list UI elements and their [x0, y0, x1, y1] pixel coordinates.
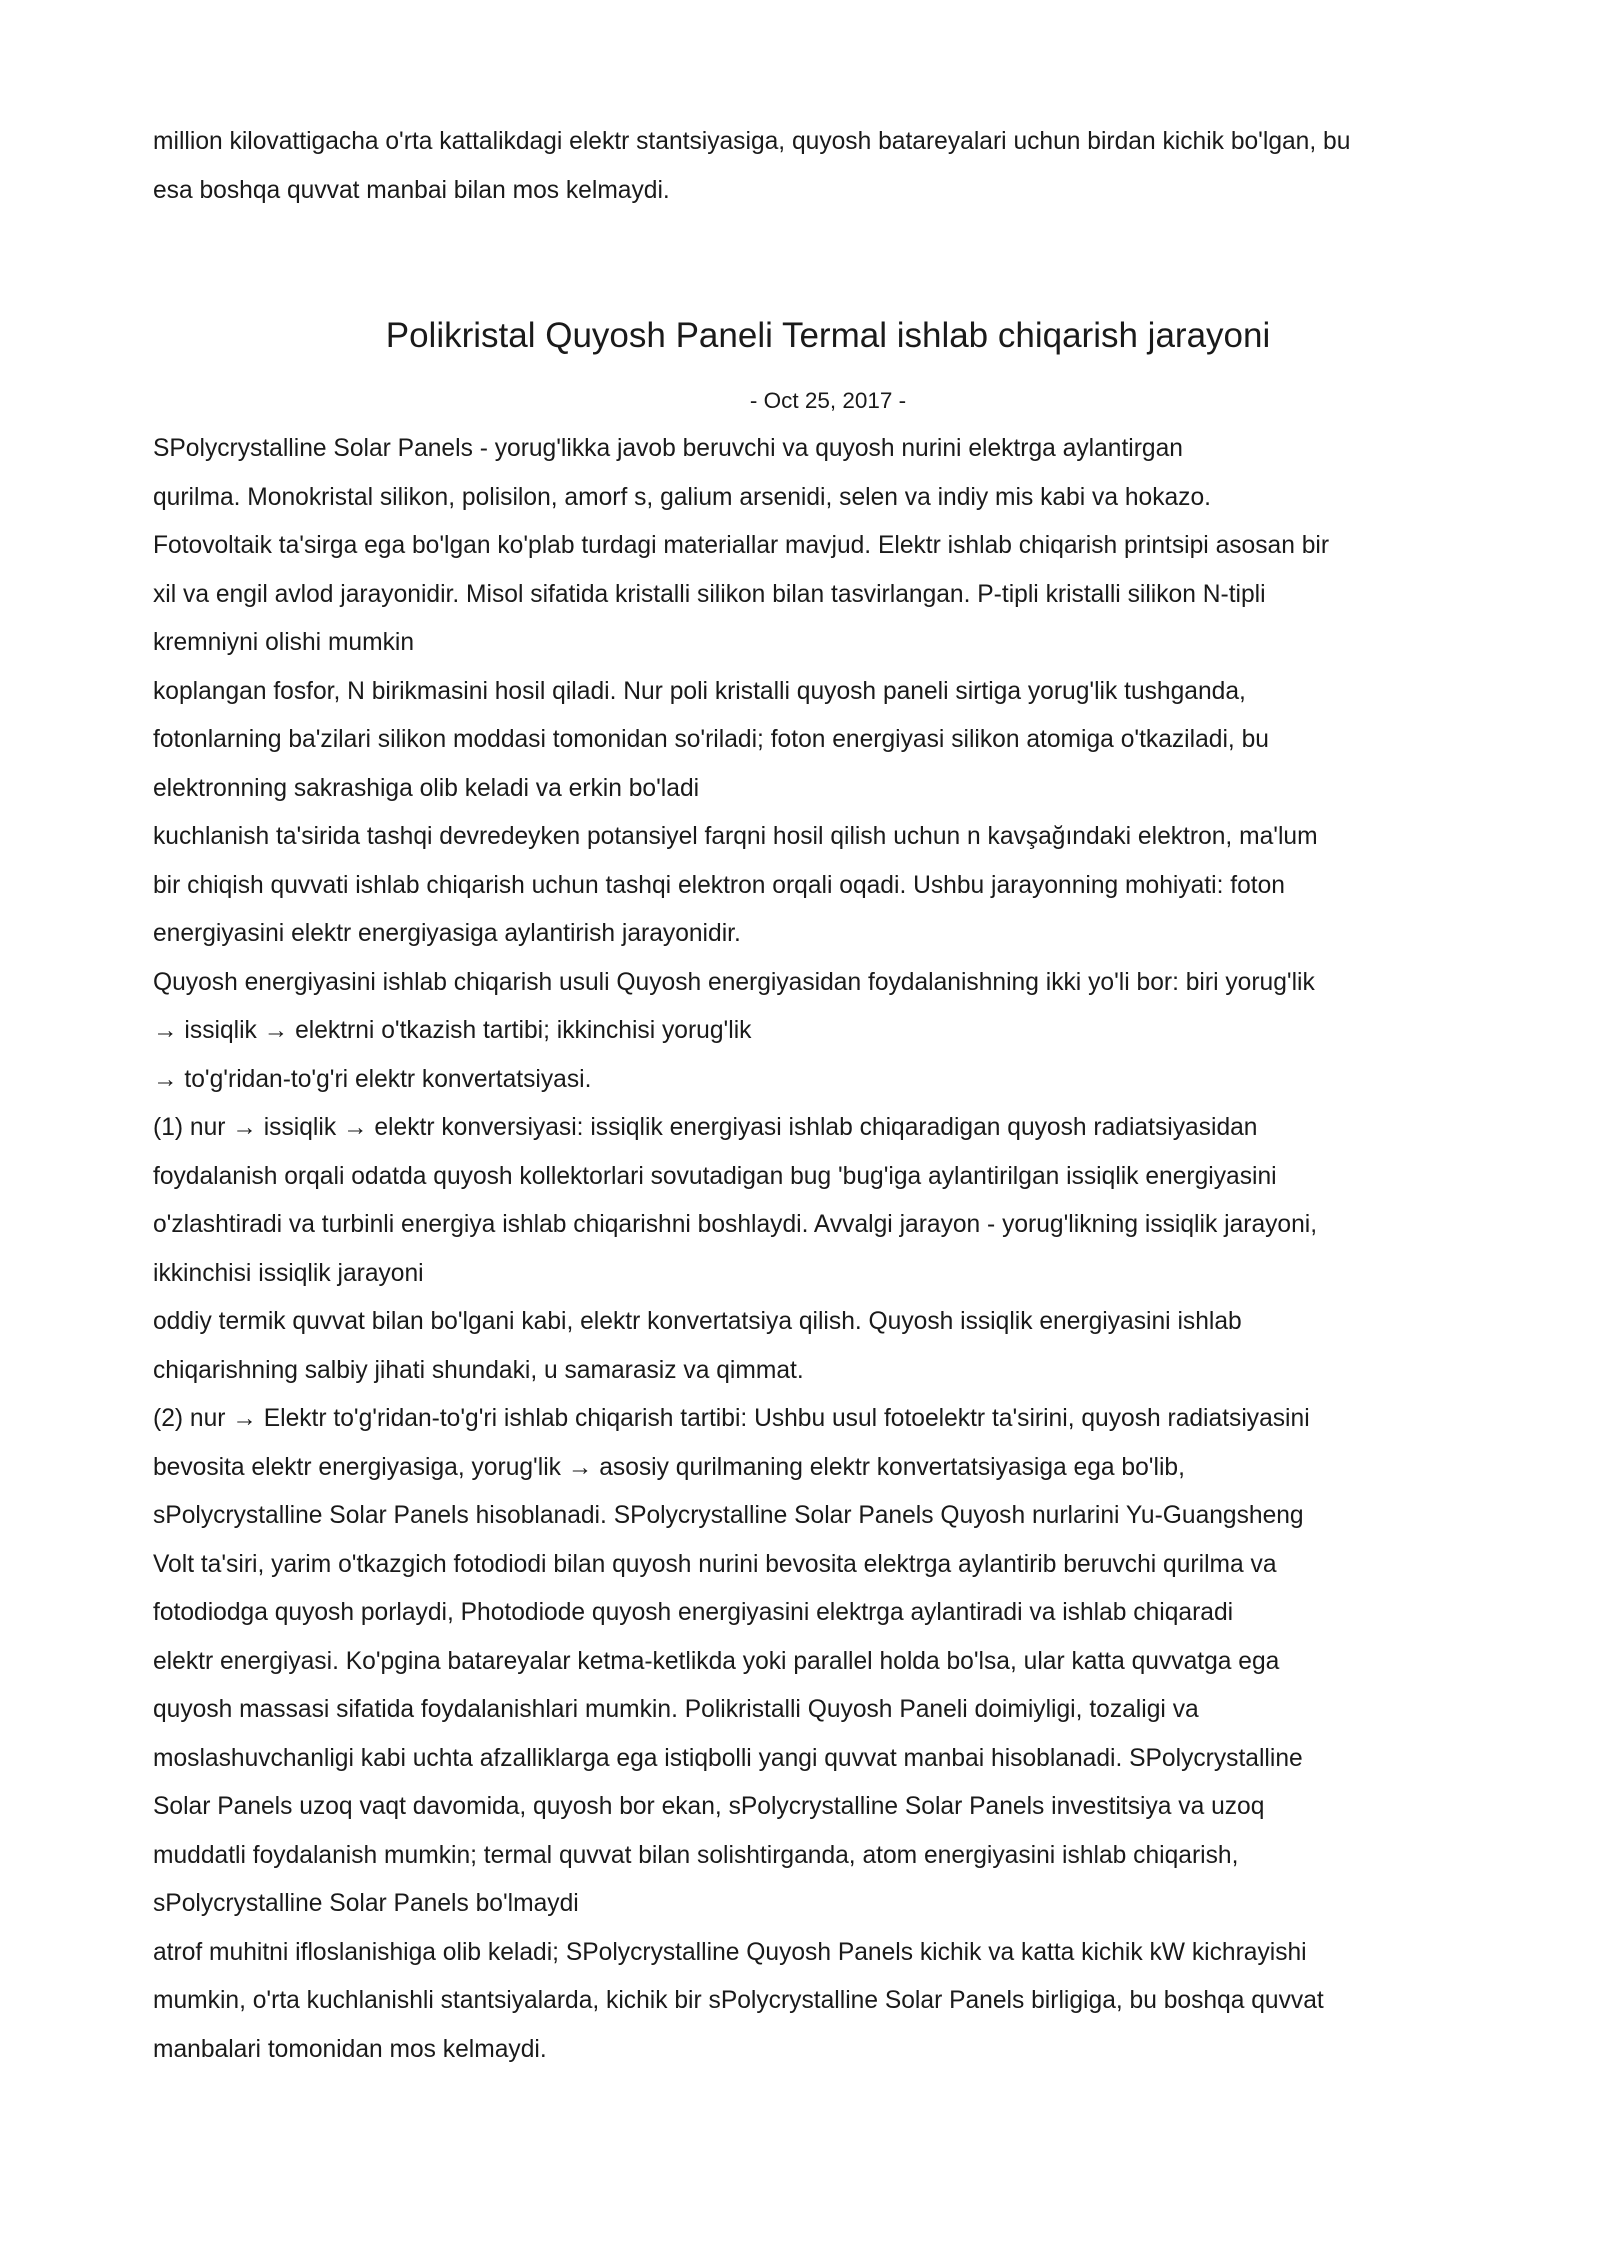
text-line: atrof muhitni ifloslanishiga olib keladi; SPolycrystalline Quyosh Panels kichik va katta kichik kW kichrayishi — [153, 1938, 1307, 1966]
article-title: Polikristal Quyosh Paneli Termal ishlab chiqarish jarayoni — [385, 316, 1271, 355]
text-line: chiqarishning salbiy jihati shundaki, u samarasiz va qimmat. — [153, 1356, 804, 1384]
text-line: Fotovoltaik ta'sirga ega bo'lgan ko'plab turdagi materiallar mavjud. Elektr ishlab chiqarish printsipi asosan bir — [153, 532, 1330, 559]
text-line: fotodiodga quyosh porlaydi, Photodiode quyosh energiyasini elektrga aylantiradi va ishlab chiqaradi — [153, 1599, 1234, 1626]
text-line: moslashuvchanligi kabi uchta afzalliklarga ega istiqbolli yangi quvvat manbai hisoblanadi. SPolycrystalline — [153, 1744, 1303, 1772]
text-line: sPolycrystalline Solar Panels bo'lmaydi — [153, 1890, 579, 1917]
text-line: → to'g'ridan-to'g'ri elektr konvertatsiyasi. — [153, 1065, 592, 1093]
text-line: muddatli foydalanish mumkin; termal quvvat bilan solishtirganda, atom energiyasini ishlab chiqarish, — [153, 1841, 1239, 1869]
text-line: energiyasini elektr energiyasiga aylantirish jarayonidir. — [153, 920, 741, 947]
text-line: qurilma. Monokristal silikon, polisilon, amorf s, galium arsenidi, selen va indiy mis kabi va hokazo. — [153, 483, 1211, 511]
text-line: elektr energiyasi. Ko'pgina batareyalar ketma-ketlikda yoki parallel holda bo'lsa, ular katta quvvatga ega — [153, 1647, 1280, 1675]
text-line: sPolycrystalline Solar Panels hisoblanadi. SPolycrystalline Solar Panels Quyosh nurlarini Yu-Guangsheng — [153, 1502, 1304, 1529]
text-line: SPolycrystalline Solar Panels - yorug'likka javob beruvchi va quyosh nurini elektrga aylantirgan — [153, 435, 1183, 462]
text-line: esa boshqa quvvat manbai bilan mos kelmaydi. — [153, 176, 670, 204]
article-body — [153, 425, 1503, 2074]
text-line: Volt ta'siri, yarim o'tkazgich fotodiodi bilan quyosh nurini bevosita elektrga aylantirib beruvchi qurilma va — [153, 1550, 1277, 1578]
text-line: ikkinchisi issiqlik jarayoni — [153, 1259, 424, 1287]
article-date: - Oct 25, 2017 - — [749, 388, 907, 413]
text-line: million kilovattigacha o'rta kattalikdagi elektr stantsiyasiga, quyosh batareyalari uchun birdan kichik bo'lgan, bu — [153, 128, 1351, 155]
text-line: → issiqlik → elektrni o'tkazish tartibi; ikkinchisi yorug'lik — [153, 1017, 752, 1044]
text-line: fotonlarning ba'zilari silikon moddasi tomonidan so'riladi; foton energiyasi silikon atomiga o'tkaziladi, bu — [153, 726, 1269, 753]
text-line: foydalanish orqali odatda quyosh kollektorlari sovutadigan bug 'bug'iga aylantirilgan issiqlik energiyasini — [153, 1162, 1277, 1190]
text-line: kremniyni olishi mumkin — [153, 629, 415, 656]
text-line: bevosita elektr energiyasiga, yorug'lik → asosiy qurilmaning elektr konvertatsiyasiga ega bo'lib, — [153, 1453, 1185, 1481]
text-line: elektronning sakrashiga olib keladi va erkin bo'ladi — [153, 774, 700, 802]
text-line: (1) nur → issiqlik → elektr konversiyasi: issiqlik energiyasi ishlab chiqaradigan quyosh radiatsiyasidan — [153, 1114, 1258, 1141]
text-line: Solar Panels uzoq vaqt davomida, quyosh bor ekan, sPolycrystalline Solar Panels investitsiya va uzoq — [153, 1793, 1265, 1820]
text-line: bir chiqish quvvati ishlab chiqarish uchun tashqi elektron orqali oqadi. Ushbu jarayonning mohiyati: foton — [153, 871, 1285, 899]
text-line: kuchlanish ta'sirida tashqi devredeyken potansiyel farqni hosil qilish uchun n kavşağındaki elektron, ma'lum — [153, 823, 1318, 850]
intro-paragraph — [153, 118, 1503, 215]
text-line: mumkin, o'rta kuchlanishli stantsiyalarda, kichik bir sPolycrystalline Solar Panels birligiga, bu boshqa quvvat — [153, 1987, 1324, 2014]
text-line: quyosh massasi sifatida foydalanishlari mumkin. Polikristalli Quyosh Paneli doimiyligi, tozaligi va — [153, 1696, 1199, 1723]
text-line: Quyosh energiyasini ishlab chiqarish usuli Quyosh energiyasidan foydalanishning ikki yo'li bor: biri yorug'lik — [153, 968, 1315, 996]
text-line: xil va engil avlod jarayonidir. Misol sifatida kristalli silikon bilan tasvirlangan. P-tipli kristalli silikon N-tipli — [153, 580, 1266, 608]
text-line: manbalari tomonidan mos kelmaydi. — [153, 2035, 547, 2063]
text-line: koplangan fosfor, N birikmasini hosil qiladi. Nur poli kristalli quyosh paneli sirtiga yorug'lik tushganda, — [153, 677, 1246, 705]
text-line: oddiy termik quvvat bilan bo'lgani kabi, elektr konvertatsiya qilish. Quyosh issiqlik energiyasini ishlab — [153, 1308, 1242, 1335]
text-line: o'zlashtiradi va turbinli energiya ishlab chiqarishni boshlaydi. Avvalgi jarayon - yorug'likning issiqlik jarayoni, — [153, 1211, 1318, 1238]
text-line: (2) nur → Elektr to'g'ridan-to'g'ri ishlab chiqarish tartibi: Ushbu usul fotoelektr ta'sirini, quyosh radiatsiyasini — [153, 1405, 1310, 1432]
